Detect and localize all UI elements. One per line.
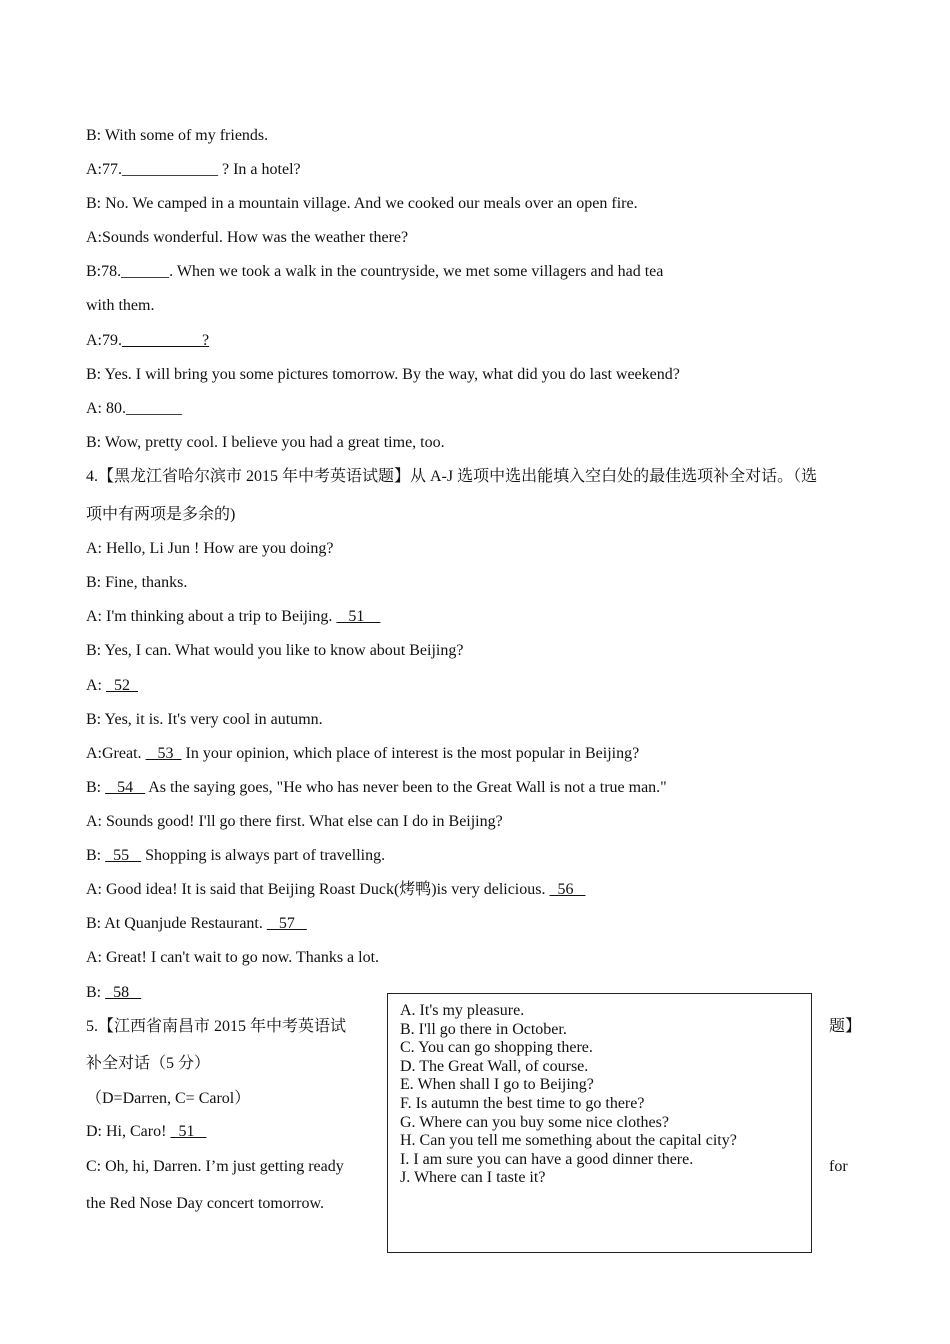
answer-blank: 53 [145, 745, 182, 762]
line-text: A:77. [86, 161, 122, 178]
option-item: H. Can you tell me something about the capital city? [400, 1132, 737, 1150]
line-text: B: Wow, pretty cool. I believe you had a great time, too. [86, 434, 445, 451]
option-item: F. Is autumn the best time to go there? [400, 1095, 645, 1112]
option-item: E. When shall I go to Beijing? [400, 1076, 594, 1094]
line-text: B: Yes, it is. It's very cool in autumn. [86, 711, 323, 728]
option-item: J. Where can I taste it? [400, 1169, 546, 1187]
line-text: In your opinion, which place of interest is the most popular in Beijing? [181, 745, 640, 762]
text-line [86, 710, 323, 730]
text-line [86, 1089, 250, 1109]
option-item: A. It's my pleasure. [400, 1002, 525, 1019]
text-line [86, 812, 503, 832]
line-text: B: [86, 779, 106, 796]
text-line [86, 983, 141, 1003]
line-text: D: Hi, Caro! [86, 1123, 171, 1140]
line-text: 5.【江西省南昌市 2015 年中考英语试 [86, 1018, 347, 1035]
text-line [86, 914, 307, 934]
option-item: D. The Great Wall, of course. [400, 1057, 589, 1075]
line-text: A: [86, 677, 106, 694]
line-text: B: [86, 984, 106, 1001]
line-text: A:Great. [86, 745, 146, 762]
line-text: As the saying goes, "He who has never been to the Great Wall is not a true man." [145, 779, 667, 796]
text-line [86, 846, 385, 866]
answer-blank: 52 [106, 677, 138, 694]
text-line [86, 744, 639, 764]
text-line [86, 399, 182, 419]
line-text: B: [86, 847, 106, 864]
text-line [86, 880, 585, 900]
text-line [86, 778, 667, 798]
option-item: C. You can go shopping there. [400, 1039, 593, 1057]
answer-blank: 55 [105, 847, 142, 864]
text-line [86, 676, 138, 696]
line-text: A: Hello, Li Jun ! How are you doing? [86, 540, 334, 557]
answer-blank: 51 [170, 1123, 207, 1140]
line-text: _______ [126, 400, 182, 417]
line-text: B: Fine, thanks. [86, 574, 188, 591]
options-box [387, 993, 812, 1253]
line-text: . When we took a walk in the countryside, we met some villagers and had tea [169, 263, 664, 280]
text-line [86, 505, 235, 525]
line-text: B: Yes. I will bring you some pictures tomorrow. By the way, what did you do last weekend? [86, 366, 680, 383]
line-text: B:78. [86, 263, 122, 280]
text-line [86, 948, 379, 968]
text-line [86, 126, 268, 146]
line-text: 项中有两项是多余的) [86, 506, 236, 523]
line-text: 补全对话（5 分） [86, 1055, 211, 1072]
line-text: A:79. [86, 332, 122, 349]
line-text: Shopping is always part of travelling. [141, 847, 386, 864]
text-line [86, 262, 663, 282]
line-text: A: 80. [86, 400, 126, 417]
answer-blank: __________? [122, 332, 210, 349]
answer-blank: 57 [266, 915, 307, 932]
text-line [86, 160, 301, 180]
text-line [86, 1194, 324, 1214]
line-text: ______ [121, 263, 170, 280]
text-line [86, 1122, 206, 1142]
answer-blank: 54 [105, 779, 146, 796]
line-text: ? In a hotel? [218, 161, 301, 178]
answer-blank: 56 [549, 881, 586, 898]
line-text: A: Great! I can't wait to go now. Thanks a lot. [86, 949, 380, 966]
text-line [86, 607, 380, 627]
text-line [86, 228, 408, 248]
text-line [86, 365, 680, 385]
answer-blank: 58 [105, 984, 142, 1001]
text-line [86, 641, 463, 661]
option-item: I. I am sure you can have a good dinner there. [400, 1150, 694, 1168]
text-line [86, 539, 334, 559]
line-text: ____________ [122, 161, 218, 178]
option-item: B. I'll go there in October. [400, 1020, 567, 1038]
line-text: （D=Darren, C= Carol） [86, 1090, 251, 1107]
text-line [86, 467, 817, 487]
text-line [86, 194, 638, 214]
q5-title-end: 题】 [829, 1018, 862, 1035]
line-text: A: Good idea! It is said that Beijing Roast Duck(烤鸭)is very delicious. [86, 881, 550, 898]
line-text: B: With some of my friends. [86, 127, 269, 144]
text-line [86, 1157, 344, 1177]
text-line [86, 433, 445, 453]
line-text: C: Oh, hi, Darren. I’m just getting ready [86, 1158, 344, 1175]
option-item: G. Where can you buy some nice clothes? [400, 1113, 669, 1131]
line-text: B: At Quanjude Restaurant. [86, 915, 267, 932]
line-text: A:Sounds wonderful. How was the weather there? [86, 229, 409, 246]
line-text: A: I'm thinking about a trip to Beijing. [86, 608, 337, 625]
line-text: 4.【黑龙江省哈尔滨市 2015 年中考英语试题】从 A-J 选项中选出能填入空白处的最佳选项补全对话。（选 [86, 468, 818, 485]
line-text: B: Yes, I can. What would you like to know about Beijing? [86, 642, 464, 659]
line-text: with them. [86, 297, 155, 314]
text-line [86, 1017, 346, 1037]
line-text: the Red Nose Day concert tomorrow. [86, 1195, 324, 1212]
text-line [86, 1054, 210, 1074]
carol-line-end: for [829, 1158, 848, 1175]
text-line [86, 331, 209, 351]
line-text: B: No. We camped in a mountain village. And we cooked our meals over an open fire. [86, 195, 638, 212]
text-line [86, 296, 154, 316]
answer-blank: 51 [336, 608, 381, 625]
line-text: A: Sounds good! I'll go there first. What else can I do in Beijing? [86, 813, 503, 830]
text-line [86, 573, 187, 593]
